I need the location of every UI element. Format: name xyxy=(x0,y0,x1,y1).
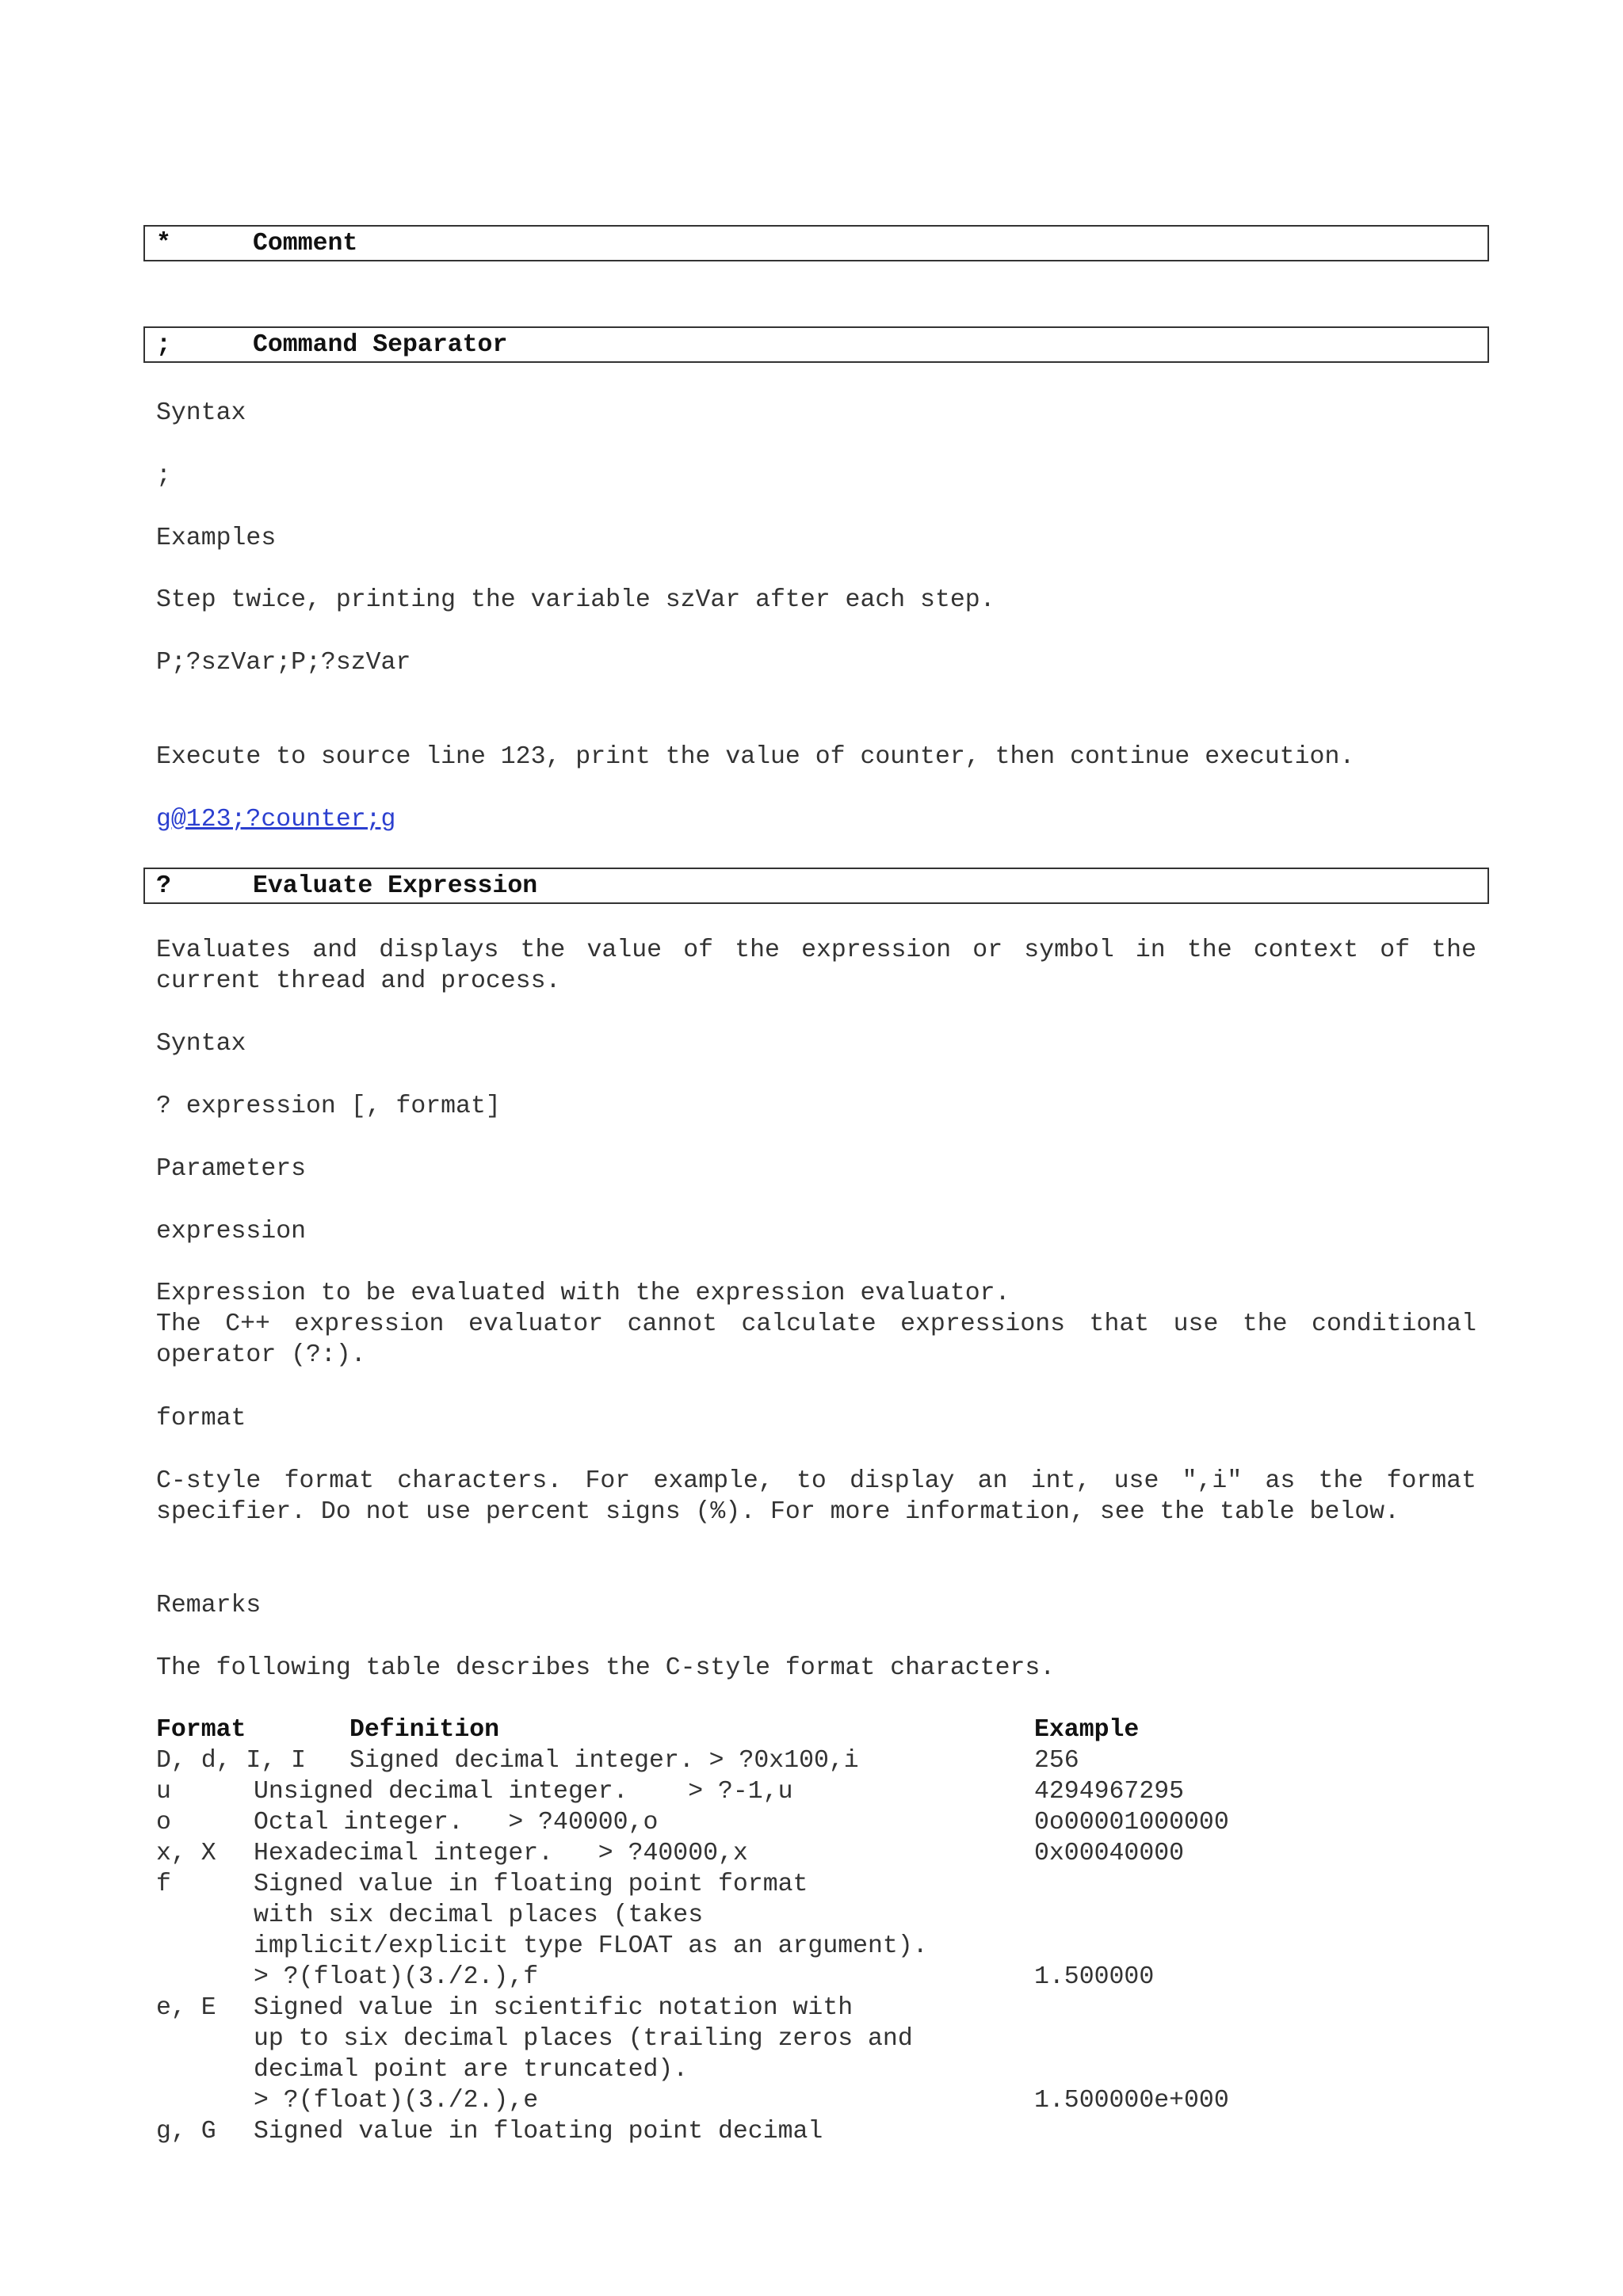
table-cell-definition: Hexadecimal integer. > ?40000,x xyxy=(254,1840,748,1867)
examples-heading: Examples xyxy=(156,524,277,552)
parameter-description: Expression to be evaluated with the expression evaluator. xyxy=(156,1280,1010,1307)
table-cell-example: 0o00001000000 xyxy=(1034,1809,1229,1836)
parameter-description: C-style format characters. For example, to display an int, use ",i" as the format specifier. Do not use percent signs (%). For more information, see the table below. xyxy=(156,1467,1476,1526)
table-cell-definition: with six decimal places (takes xyxy=(254,1901,704,1929)
table-cell-format: D, d, I, I xyxy=(156,1747,307,1775)
parameters-heading: Parameters xyxy=(156,1155,307,1183)
table-cell-definition: up to six decimal places (trailing zeros and xyxy=(254,2025,913,2053)
table-cell-format: u xyxy=(156,1778,171,1806)
table-cell-definition: > ?(float)(3./2.),f xyxy=(254,1963,539,1991)
remarks-text: The following table describes the C-style format characters. xyxy=(156,1654,1056,1682)
table-cell-definition: > ?(float)(3./2.),e xyxy=(254,2087,539,2115)
table-cell-example: 0x00040000 xyxy=(1034,1840,1185,1867)
table-header-definition: Definition xyxy=(349,1716,500,1744)
table-header-example: Example xyxy=(1034,1716,1140,1744)
example-description: Execute to source line 123, print the value of counter, then continue execution. xyxy=(156,743,1355,771)
table-cell-format: f xyxy=(156,1871,171,1898)
table-cell-example: 4294967295 xyxy=(1034,1778,1185,1806)
table-cell-definition: decimal point are truncated). xyxy=(254,2056,689,2084)
table-cell-definition: Signed decimal integer. > ?0x100,i xyxy=(349,1747,859,1775)
syntax-line: ; xyxy=(156,462,171,490)
section-header-evaluate-expression xyxy=(143,868,1489,904)
parameter-name: format xyxy=(156,1405,246,1432)
parameter-description: The C++ expression evaluator cannot calculate expressions that use the conditional operator (?:). xyxy=(156,1310,1476,1369)
example-code-link[interactable]: g@123;?counter;g xyxy=(156,806,396,833)
table-cell-definition: Signed value in scientific notation with xyxy=(254,1994,854,2022)
table-cell-format: x, X xyxy=(156,1840,216,1867)
section-title: Evaluate Expression xyxy=(253,872,538,900)
table-cell-definition: Unsigned decimal integer. > ?-1,u xyxy=(254,1778,793,1806)
section-header-comment xyxy=(143,225,1489,261)
table-cell-example: 1.500000 xyxy=(1034,1963,1155,1991)
syntax-line: ? expression [, format] xyxy=(156,1093,501,1120)
table-cell-definition: Signed value in floating point decimal xyxy=(254,2118,823,2145)
table-cell-definition: Octal integer. > ?40000,o xyxy=(254,1809,659,1836)
table-cell-definition: implicit/explicit type FLOAT as an argument). xyxy=(254,1932,928,1960)
syntax-heading: Syntax xyxy=(156,1030,246,1058)
section-header-command-separator xyxy=(143,326,1489,363)
intro-paragraph: Evaluates and displays the value of the expression or symbol in the context of the current thread and process. xyxy=(156,936,1476,995)
syntax-heading: Syntax xyxy=(156,399,246,427)
remarks-heading: Remarks xyxy=(156,1592,262,1619)
table-cell-definition: Signed value in floating point format xyxy=(254,1871,808,1898)
example-code: P;?szVar;P;?szVar xyxy=(156,649,411,677)
example-description: Step twice, printing the variable szVar after each step. xyxy=(156,586,995,614)
section-title: Comment xyxy=(253,230,358,257)
parameter-name: expression xyxy=(156,1218,307,1245)
table-cell-example: 1.500000e+000 xyxy=(1034,2087,1229,2115)
table-header-format: Format xyxy=(156,1716,246,1744)
section-symbol: ; xyxy=(156,331,171,359)
table-cell-format: o xyxy=(156,1809,171,1836)
table-cell-format: g, G xyxy=(156,2118,216,2145)
table-cell-format: e, E xyxy=(156,1994,216,2022)
section-title: Command Separator xyxy=(253,331,508,359)
table-cell-example: 256 xyxy=(1034,1747,1079,1775)
section-symbol: * xyxy=(156,230,171,257)
section-symbol: ? xyxy=(156,872,171,900)
